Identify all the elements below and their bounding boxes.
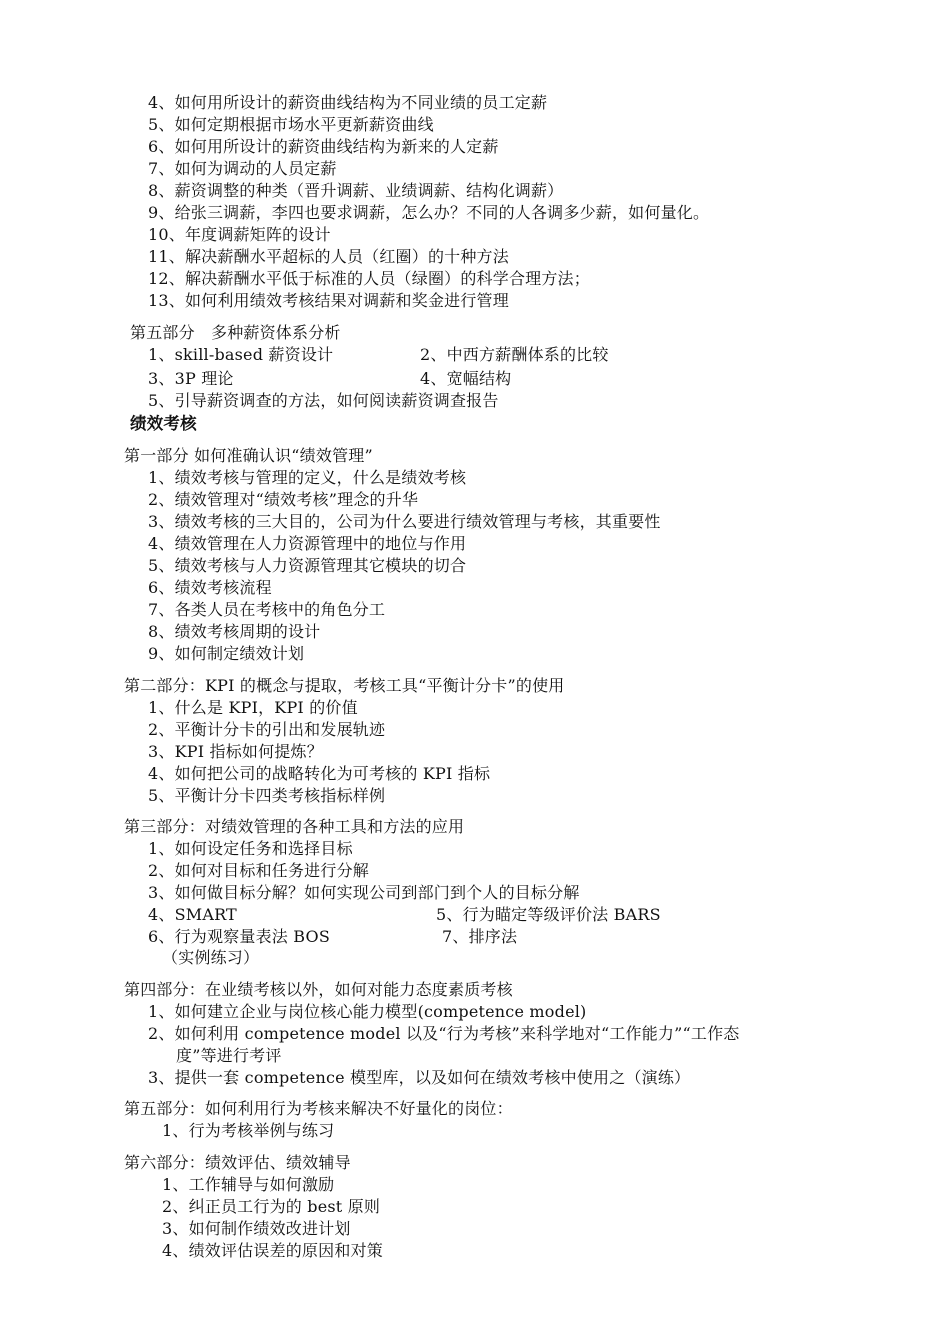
perf-part3-item-4: 4、SMART	[148, 905, 237, 924]
perf-part1-item-9: 9、如何制定绩效计划	[148, 644, 305, 663]
section-heading-performance: 绩效考核	[130, 414, 197, 433]
perf-part4-item-2-cont: 度”等进行考评	[176, 1046, 282, 1065]
perf-part4-item-3: 3、提供一套 competence 模型库，以及如何在绩效考核中使用之（演练）	[148, 1068, 691, 1087]
perf-part1-item-6: 6、绩效考核流程	[148, 578, 272, 597]
perf-part4-item-1: 1、如何建立企业与岗位核心能力模型(competence model)	[148, 1002, 587, 1021]
perf-part3-item-1: 1、如何设定任务和选择目标	[148, 839, 353, 858]
perf-part2-item-5: 5、平衡计分卡四类考核指标样例	[148, 786, 386, 805]
perf-part1-title: 第一部分 如何准确认识“绩效管理”	[124, 446, 373, 465]
salary-item-10: 10、年度调薪矩阵的设计	[148, 225, 331, 244]
perf-part3-item-2: 2、如何对目标和任务进行分解	[148, 861, 369, 880]
salary-part5-item-1: 1、skill-based 薪资设计	[148, 345, 334, 364]
salary-item-5: 5、如何定期根据市场水平更新薪资曲线	[148, 115, 434, 134]
perf-part2-item-3: 3、KPI 指标如何提炼？	[148, 742, 323, 761]
perf-part2-title: 第二部分：KPI 的概念与提取，考核工具“平衡计分卡”的使用	[124, 676, 565, 695]
salary-part5-item-4: 4、宽幅结构	[420, 369, 512, 388]
salary-item-6: 6、如何用所设计的薪资曲线结构为新来的人定薪	[148, 137, 499, 156]
perf-part6-title: 第六部分：绩效评估、绩效辅导	[124, 1153, 351, 1172]
perf-part5-title: 第五部分：如何利用行为考核来解决不好量化的岗位：	[124, 1099, 513, 1118]
perf-part3-item-7: 7、排序法	[442, 927, 518, 946]
perf-part6-item-2: 2、纠正员工行为的 best 原则	[162, 1197, 381, 1216]
perf-part3-item-3: 3、如何做目标分解？如何实现公司到部门到个人的目标分解	[148, 883, 580, 902]
perf-part1-item-8: 8、绩效考核周期的设计	[148, 622, 321, 641]
perf-part5-item-1: 1、行为考核举例与练习	[162, 1121, 335, 1140]
perf-part6-item-1: 1、工作辅导与如何激励	[162, 1175, 335, 1194]
salary-item-11: 11、解决薪酬水平超标的人员（红圈）的十种方法	[148, 247, 509, 266]
salary-part5-item-5: 5、引导薪资调查的方法，如何阅读薪资调查报告	[148, 391, 499, 410]
salary-item-4: 4、如何用所设计的薪资曲线结构为不同业绩的员工定薪	[148, 93, 548, 112]
salary-item-13: 13、如何利用绩效考核结果对调薪和奖金进行管理	[148, 291, 509, 310]
perf-part1-item-4: 4、绩效管理在人力资源管理中的地位与作用	[148, 534, 467, 553]
perf-part1-item-7: 7、各类人员在考核中的角色分工	[148, 600, 386, 619]
salary-item-12: 12、解决薪酬水平低于标准的人员（绿圈）的科学合理方法；	[148, 269, 590, 288]
perf-part2-item-1: 1、什么是 KPI，KPI 的价值	[148, 698, 358, 717]
salary-part5-item-2: 2、中西方薪酬体系的比较	[420, 345, 609, 364]
salary-item-8: 8、薪资调整的种类（晋升调薪、业绩调薪、结构化调薪）	[148, 181, 564, 200]
salary-item-9: 9、给张三调薪，李四也要求调薪，怎么办？不同的人各调多少薪，如何量化。	[148, 203, 710, 222]
perf-part1-item-1: 1、绩效考核与管理的定义，什么是绩效考核	[148, 468, 467, 487]
perf-part3-title: 第三部分：对绩效管理的各种工具和方法的应用	[124, 817, 465, 836]
perf-part1-item-5: 5、绩效考核与人力资源管理其它模块的切合	[148, 556, 467, 575]
perf-part3-practice-note: （实例练习）	[162, 948, 260, 967]
perf-part4-title: 第四部分：在业绩考核以外，如何对能力态度素质考核	[124, 980, 513, 999]
perf-part1-item-2: 2、绩效管理对“绩效考核”理念的升华	[148, 490, 419, 509]
salary-part5-title: 第五部分 多种薪资体系分析	[130, 323, 341, 342]
perf-part6-item-4: 4、绩效评估误差的原因和对策	[162, 1241, 383, 1260]
perf-part6-item-3: 3、如何制作绩效改进计划	[162, 1219, 351, 1238]
perf-part3-item-5: 5、行为瞄定等级评价法 BARS	[436, 905, 661, 924]
perf-part2-item-4: 4、如何把公司的战略转化为可考核的 KPI 指标	[148, 764, 491, 783]
perf-part2-item-2: 2、平衡计分卡的引出和发展轨迹	[148, 720, 386, 739]
salary-item-7: 7、如何为调动的人员定薪	[148, 159, 337, 178]
perf-part3-item-6: 6、行为观察量表法 BOS	[148, 927, 330, 946]
perf-part4-item-2: 2、如何利用 competence model 以及“行为考核”来科学地对“工作能力”“工作态	[148, 1024, 740, 1043]
perf-part1-item-3: 3、绩效考核的三大目的，公司为什么要进行绩效管理与考核，其重要性	[148, 512, 661, 531]
salary-part5-item-3: 3、3P 理论	[148, 369, 234, 388]
